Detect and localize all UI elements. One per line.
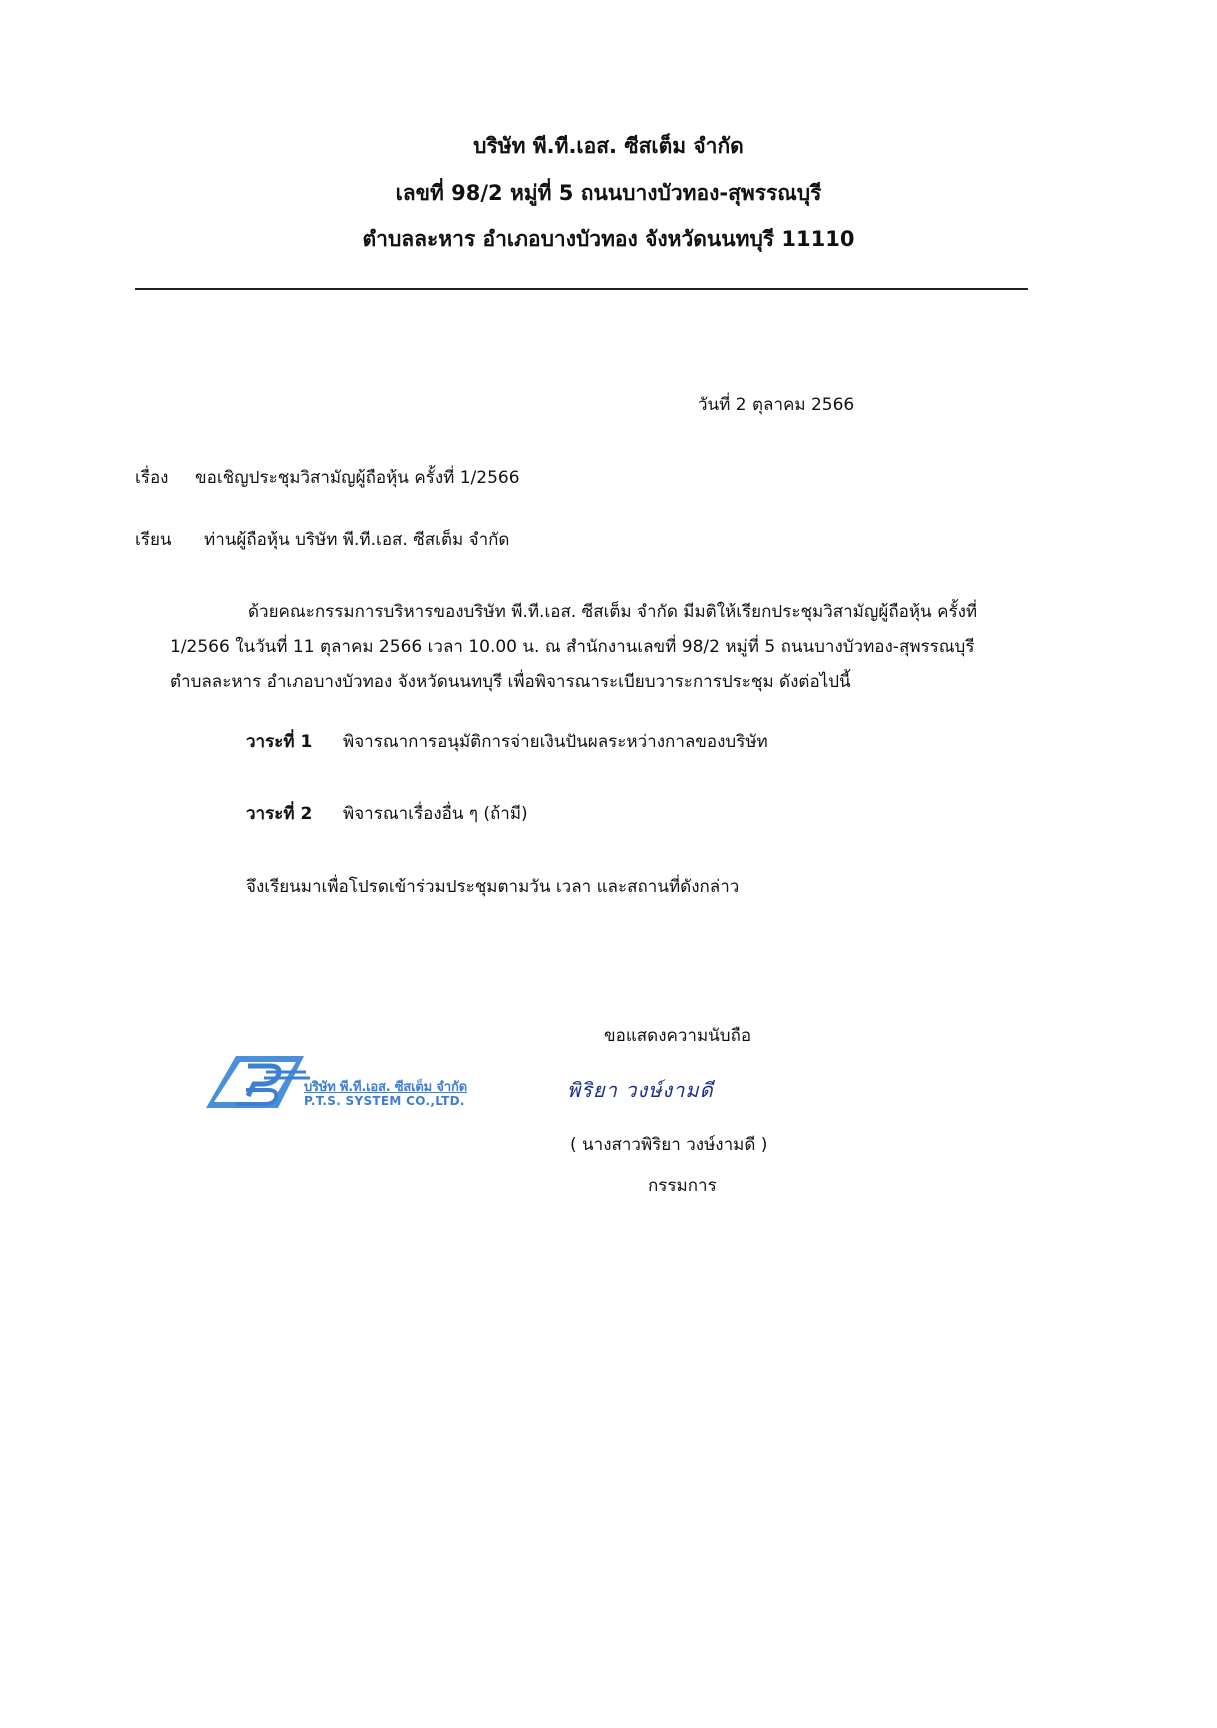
signer-position: กรรมการ bbox=[648, 1176, 717, 1196]
agenda-label: วาระที่ 1 bbox=[246, 732, 313, 752]
agenda-item bbox=[246, 800, 528, 827]
header-divider bbox=[135, 288, 1028, 290]
company-address-line2: ตำบลละหาร อำเภอบางบัวทอง จังหวัดนนทบุรี 11110 bbox=[362, 227, 855, 251]
salutation-line bbox=[135, 526, 509, 553]
body-line: 1/2566 ในวันที่ 11 ตุลาคม 2566 เวลา 10.00 น. ณ สำนักงานเลขที่ 98/2 หมู่ที่ 5 ถนนบางบัวทอง-สุพรรณบุรี bbox=[170, 637, 975, 657]
handwritten-signature bbox=[567, 1070, 797, 1110]
agenda-text: พิจารณาการอนุมัติการจ่ายเงินปันผลระหว่างกาลของบริษัท bbox=[343, 732, 768, 752]
salutation-label: เรียน bbox=[135, 530, 172, 550]
regards-text: ขอแสดงความนับถือ bbox=[604, 1026, 752, 1046]
agenda-item bbox=[246, 728, 768, 755]
salutation-text: ท่านผู้ถือหุ้น บริษัท พี.ที.เอส. ซีสเต็ม จำกัด bbox=[204, 530, 510, 550]
letter-date: วันที่ 2 ตุลาคม 2566 bbox=[698, 395, 855, 415]
stamp-name-english: P.T.S. SYSTEM CO.,LTD. bbox=[304, 1094, 465, 1108]
company-name: บริษัท พี.ที.เอส. ซีสเต็ม จำกัด bbox=[473, 134, 744, 158]
company-logo-stamp bbox=[206, 1050, 506, 1112]
stamp-name-thai: บริษัท พี.ที.เอส. ซีสเต็ม จำกัด bbox=[304, 1080, 467, 1095]
body-line: ด้วยคณะกรรมการบริหารของบริษัท พี.ที.เอส. ซีสเต็ม จำกัด มีมติให้เรียกประชุมวิสามัญผู้ถือหุ้น ครั้งที่ bbox=[248, 602, 978, 622]
agenda-text: พิจารณาเรื่องอื่น ๆ (ถ้ามี) bbox=[343, 804, 528, 824]
subject-label: เรื่อง bbox=[135, 468, 169, 488]
signature-text: พิริยา วงษ์งามดี bbox=[567, 1078, 714, 1102]
company-address-line1: เลขที่ 98/2 หมู่ที่ 5 ถนนบางบัวทอง-สุพรรณบุรี bbox=[395, 181, 822, 205]
subject-text: ขอเชิญประชุมวิสามัญผู้ถือหุ้น ครั้งที่ 1/2566 bbox=[195, 468, 520, 488]
agenda-label: วาระที่ 2 bbox=[246, 804, 313, 824]
body-line: ตำบลละหาร อำเภอบางบัวทอง จังหวัดนนทบุรี เพื่อพิจารณาระเบียบวาระการประชุม ดังต่อไปนี้ bbox=[170, 672, 851, 692]
closing-sentence: จึงเรียนมาเพื่อโปรดเข้าร่วมประชุมตามวัน เวลา และสถานที่ดังกล่าว bbox=[246, 877, 740, 897]
subject-line bbox=[135, 464, 520, 491]
body-paragraph bbox=[170, 595, 1090, 700]
pts-logo-icon bbox=[206, 1050, 310, 1112]
signer-name: ( นางสาวพิริยา วงษ์งามดี ) bbox=[570, 1135, 768, 1155]
